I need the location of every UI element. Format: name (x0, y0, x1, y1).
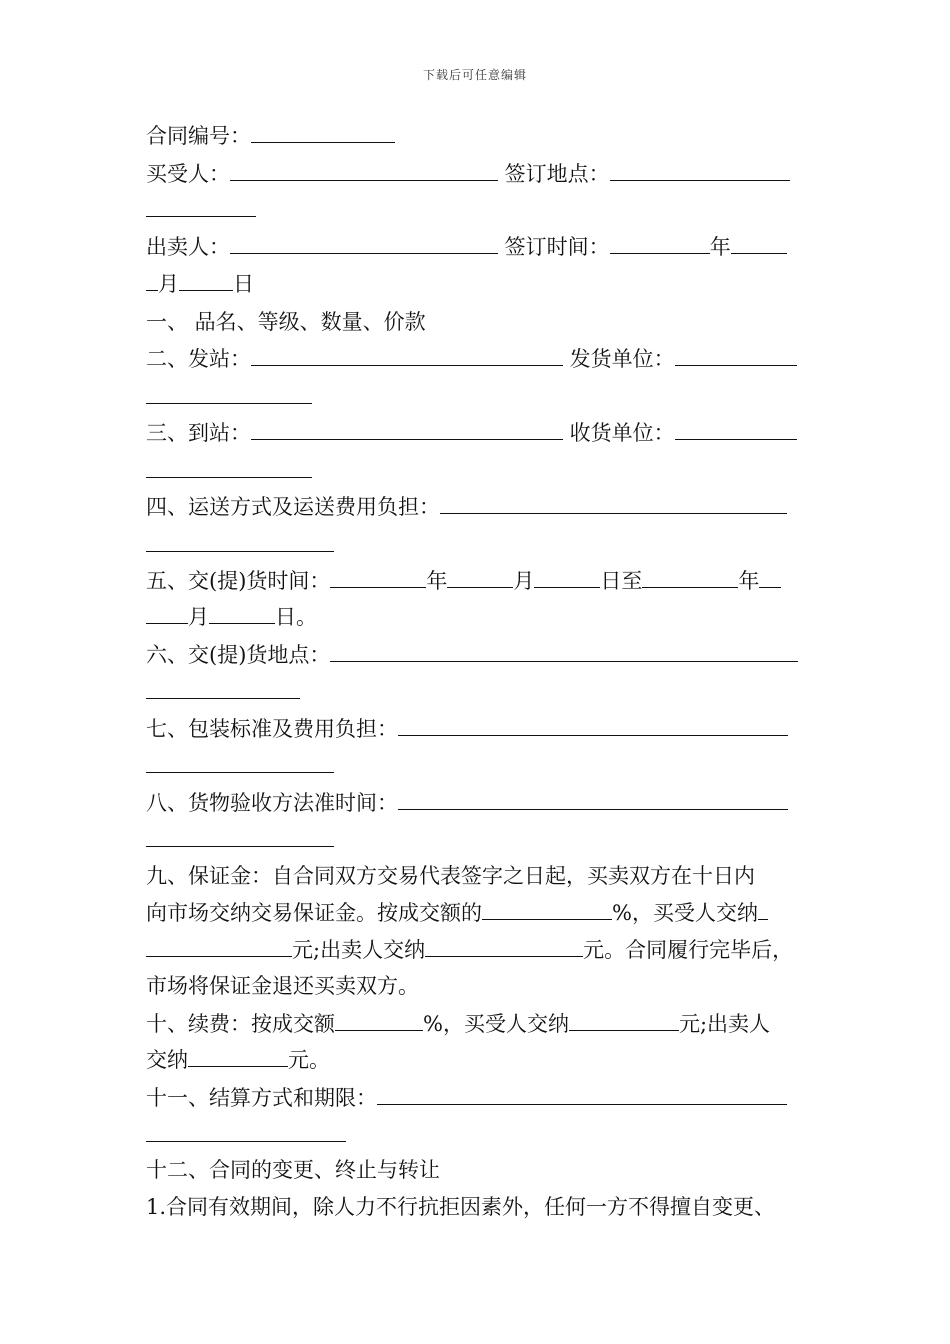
settlement-field[interactable] (377, 1084, 787, 1105)
seller-pays-label: 元;出卖人交纳 (292, 938, 426, 962)
sign-month-field-cont[interactable] (146, 270, 158, 291)
contract-number-line (146, 122, 395, 149)
sign-day-field[interactable] (179, 270, 233, 291)
fee-rate-field[interactable] (335, 1010, 423, 1031)
arrival-station-field[interactable] (251, 419, 563, 440)
sign-place-field[interactable] (610, 160, 790, 181)
year-label: 年 (709, 235, 731, 259)
section-9-line2 (146, 899, 768, 926)
buyer-deposit-field-cont[interactable] (146, 936, 292, 957)
transport-field[interactable] (440, 493, 787, 514)
buyer-deposit-field[interactable] (758, 899, 768, 920)
section-10-line1 (146, 1010, 770, 1037)
delivery-time-label: 五、交(提)货时间： (146, 569, 331, 593)
section-8-line (146, 789, 788, 816)
buyer-fee-label: %，买受人交纳 (423, 1012, 569, 1036)
section-12-item-1: 1.合同有效期间，除人力不行抗拒因素外，任何一方不得擅自变更、 (146, 1195, 776, 1219)
contract-number-field[interactable] (251, 122, 395, 143)
deposit-tail-text: 元。合同履行完毕后， (583, 938, 794, 962)
buyer-label: 买受人： (146, 162, 230, 186)
page-header: 下载后可任意编辑 (422, 68, 527, 82)
seller-fee-label2: 交纳 (146, 1048, 188, 1072)
section-7-line (146, 715, 788, 742)
delivery-year-field[interactable] (330, 567, 426, 588)
month-label: 月 (158, 272, 179, 296)
settlement-field-cont[interactable] (146, 1141, 346, 1142)
section-11-line (146, 1084, 787, 1111)
departure-station-field[interactable] (251, 345, 563, 366)
seller-deposit-field[interactable] (425, 936, 583, 957)
packaging-field-cont[interactable] (146, 772, 334, 773)
delivery-place-field-cont[interactable] (146, 698, 300, 699)
inspection-label: 八、货物验收方法准时间： (146, 791, 398, 815)
sign-time-label: 签订时间： (498, 235, 610, 259)
section-4-line (146, 493, 787, 520)
delivery-month-field[interactable] (447, 567, 513, 588)
buyer-fee-field[interactable] (569, 1010, 679, 1031)
delivery-month2-field[interactable] (759, 567, 781, 588)
month-label: 月 (188, 605, 209, 629)
shipping-unit-field-cont[interactable] (146, 403, 312, 404)
seller-field[interactable] (230, 233, 498, 254)
delivery-day2-field[interactable] (209, 603, 275, 624)
buyer-pays-label: %，买受人交纳 (612, 901, 758, 925)
month-label: 月 (513, 569, 535, 593)
deposit-rate-field[interactable] (482, 899, 612, 920)
delivery-month2-field-cont[interactable] (146, 603, 188, 624)
departure-station-label: 二、发站： (146, 347, 251, 371)
sign-year-field[interactable] (610, 233, 710, 254)
inspection-field[interactable] (398, 789, 788, 810)
section-6-line (146, 641, 798, 668)
packaging-field[interactable] (398, 715, 788, 736)
transport-label: 四、运送方式及运送费用负担： (146, 495, 440, 519)
packaging-label: 七、包装标准及费用负担： (146, 717, 398, 741)
receiving-unit-field[interactable] (675, 419, 797, 440)
buyer-field[interactable] (230, 160, 498, 181)
delivery-place-label: 六、交(提)货地点： (146, 643, 331, 667)
seller-fee-field[interactable] (188, 1046, 288, 1067)
day-to-label: 日至 (600, 569, 643, 593)
section-9-line1: 九、保证金：自合同双方交易代表签字之日起，买卖双方在十日内 (146, 864, 755, 888)
delivery-day-field[interactable] (534, 567, 600, 588)
sign-date-line (146, 270, 254, 297)
section-9-line3 (146, 936, 793, 963)
shipping-unit-field[interactable] (675, 345, 797, 366)
delivery-place-field[interactable] (330, 641, 798, 662)
contract-number-label: 合同编号： (146, 124, 251, 148)
shipping-unit-label: 发货单位： (563, 347, 675, 371)
day-label: 日。 (275, 605, 317, 629)
section-5-line2 (146, 603, 317, 630)
seller-fee-label: 元;出卖人 (678, 1012, 771, 1036)
buyer-line (146, 160, 790, 187)
settlement-label: 十一、结算方式和期限： (146, 1086, 377, 1110)
year-label: 年 (426, 569, 448, 593)
section-9-line4: 市场将保证金退还买卖双方。 (146, 974, 419, 998)
delivery-year2-field[interactable] (642, 567, 738, 588)
receiving-unit-field-cont[interactable] (146, 477, 312, 478)
section-1: 一、 品名、等级、数量、价款 (146, 310, 426, 334)
section-5-line (146, 567, 781, 594)
year-label: 年 (738, 569, 760, 593)
section-2-line (146, 345, 797, 372)
section-12-heading: 十二、合同的变更、终止与转让 (146, 1158, 440, 1182)
deposit-rate-label: 向市场交纳交易保证金。按成交额的 (146, 901, 482, 925)
sign-month-field[interactable] (731, 233, 787, 254)
sign-place-field-cont[interactable] (146, 216, 256, 217)
seller-label: 出卖人： (146, 235, 230, 259)
day-label: 日 (233, 272, 254, 296)
yuan-label: 元。 (288, 1048, 330, 1072)
receiving-unit-label: 收货单位： (563, 421, 675, 445)
sign-place-label: 签订地点： (498, 162, 610, 186)
inspection-field-cont[interactable] (146, 846, 334, 847)
seller-line (146, 233, 787, 260)
arrival-station-label: 三、到站： (146, 421, 251, 445)
transport-field-cont[interactable] (146, 551, 334, 552)
fee-rate-label: 十、续费：按成交额 (146, 1012, 335, 1036)
section-10-line2 (146, 1046, 330, 1073)
section-3-line (146, 419, 797, 446)
